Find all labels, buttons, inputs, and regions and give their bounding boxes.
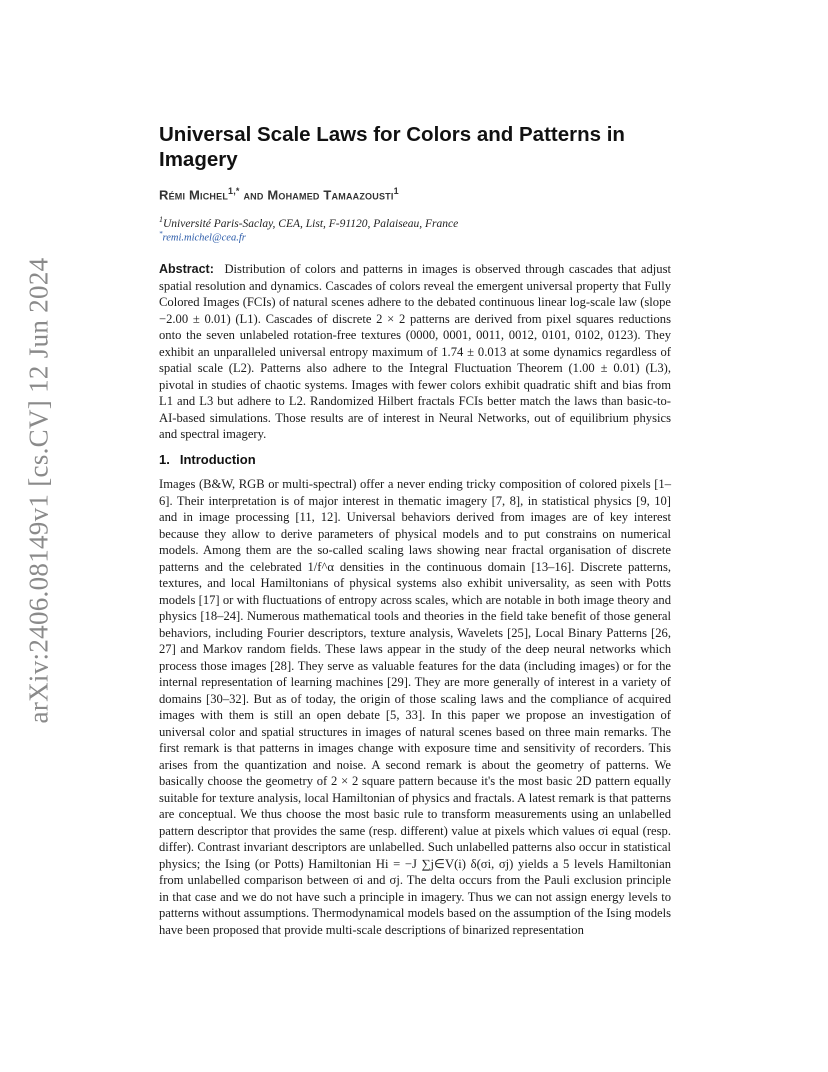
section-heading-introduction: [159, 452, 256, 467]
author-name: Mohamed Tamaazousti: [267, 187, 394, 203]
author-affiliation-mark: 1: [393, 186, 399, 196]
abstract-text: Distribution of colors and patterns in images is observed through cascades that adjust spatial resolution and dynamics. Cascades of colors reveal the emergent universal property that Fully Colored Images (FCIs) of natural scenes adhere to the debated continuous linear log-scale law (slope −2.00 ± 0.01) (L1). Cascades of discrete 2 × 2 patterns are derived from pixel squares reductions onto the seven unlabeled rotation-free textures (0000, 0001, 0011, 0012, 0101, 0102, 0123). They exhibit an unparalleled universal entropy maximum of 1.74 ± 0.013 at some dynamics regardless of spatial scale (L2). Patterns also adhere to the Integral Fluctuation Theorem (1.00 ± 0.01) (L3), pivotal in studies of chaotic systems. Images with fewer colors exhibit quadratic shift and bias from L1 and L3 but adhere to L2. Randomized Hilbert fractals FCIs better match the laws than basic-to-AI-based simulations. Those results are of interest in Neural Networks, out of equilibrium physics and spectral imagery.: [159, 262, 671, 441]
introduction-body: Images (B&W, RGB or multi-spectral) offer a never ending tricky composition of colored pixels [1–6]. Their interpretation is of major interest in thematic imagery [7, 8], in statistical physics [9, 10] and in image processing [11, 12]. Universal behaviors derived from images are of key interest because they allow to derive parameters of physical models and to put constrains on numerical models. Among them are the so-called scaling laws showing near fractal organisation of discrete patterns and the celebrated 1/f^α densities in the continuous domain [13–16]. Discrete patterns, textures, and local Hamiltonians of physical systems also exhibit universality, as seen with Potts models [17] or with fluctuations of entropy across scales, which are notable in both image theory and physics [18–24]. Numerous mathematical tools and theories in the field take benefit of those general behaviors, including Fourier descriptors, texture analysis, Wavelets [25], Local Binary Patterns [26, 27] and Markov random fields. These laws appear in the study of the deep neural networks which process those images [28]. They serve as valuable features for the data (including images) or for the internal representation of learning machines [29]. They are more generally of interest in a variety of domains [30–32]. But as of today, the origin of those scaling laws and the compliance of acquired images with them is still an open debate [5, 33]. In this paper we propose an investigation of universal color and spatial structures in images of natural scenes based on three main remarks. The first remark is that patterns in images change with exposure time and sensitivity of recorders. This arises from the quantization and noise. A second remark is about the geometry of patterns. We basically choose the geometry of 2 × 2 square pattern because it's the most basic 2D pattern equally suitable for texture analysis, local Hamiltonian of physics and fractals. A latest remark is that patterns are conceptual. We thus choose the most basic rule to transform measurements using an unlabelled pattern descriptor that provides the same (resp. different) value at pixels which values σi equal (resp. differ). Contrast invariant descriptors are unlabelled. Such unlabelled patterns also occur in statistical physics; the Ising (or Potts) Hamiltonian Hi = −J ∑j∈V(i) δ(σi, σj) yields a 5 levels Hamiltonian from unlabelled comparison between σi and σj. The delta occurs from the Pauli exclusion principle in that case and we do not have such a principle in imagery. Thus we can not assign energy levels to patterns without assumptions. Thermodynamical models based on the assumption of the Ising models have been proposed that provide multi-scale descriptions of binarized representation: [159, 477, 671, 937]
affiliation-text: Université Paris-Saclay, CEA, List, F-91120, Palaiseau, France: [163, 217, 459, 230]
author-name: Rémi Michel: [159, 187, 229, 203]
section-number: 1.: [159, 452, 170, 467]
author-affiliation-mark: 1,*: [228, 186, 240, 196]
paper-title: Universal Scale Laws for Colors and Patterns in Imagery: [159, 123, 625, 171]
abstract-label: Abstract:: [159, 262, 214, 276]
author-connector: and: [239, 187, 268, 203]
abstract: [159, 261, 671, 443]
contact-email[interactable]: [159, 230, 246, 244]
affiliation: [159, 215, 458, 230]
contact-mark: *: [159, 230, 163, 238]
email-link[interactable]: remi.michel@cea.fr: [162, 232, 246, 244]
arxiv-identifier-stamp: [21, 257, 57, 723]
arxiv-identifier-text: arXiv:2406.08149v1 [cs.CV] 12 Jun 2024: [23, 257, 54, 723]
author-list: [159, 186, 399, 202]
affiliation-mark: 1: [159, 215, 163, 224]
section-title: Introduction: [179, 452, 256, 467]
